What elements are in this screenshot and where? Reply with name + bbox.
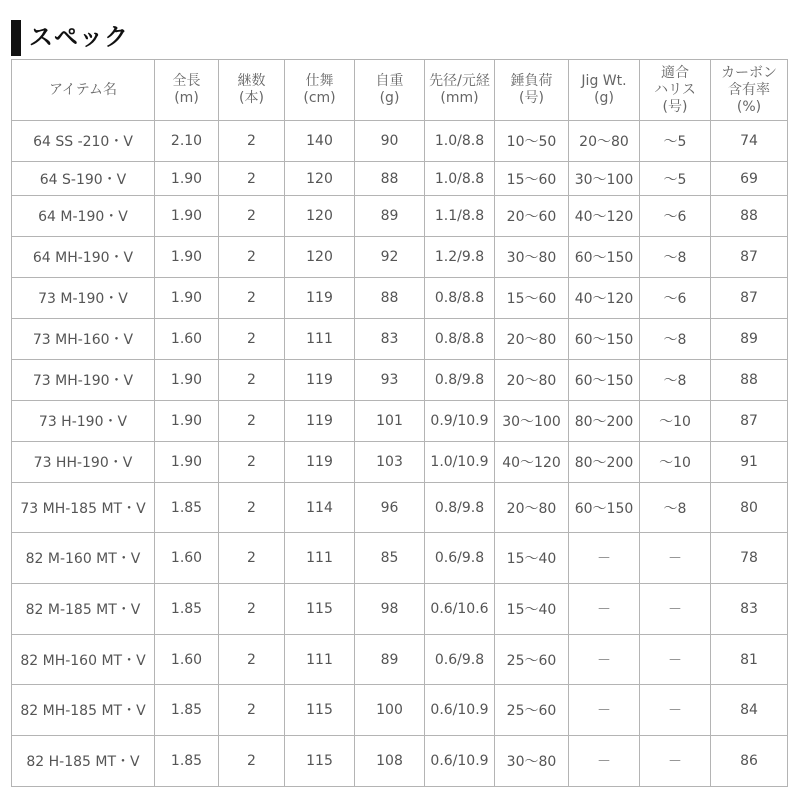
cell-weight: 101 xyxy=(355,401,425,442)
cell-sections: 2 xyxy=(219,584,285,635)
cell-sinker-load: 40～120 xyxy=(495,442,569,483)
cell-carbon-content: 69 xyxy=(711,162,788,196)
cell-sections: 2 xyxy=(219,442,285,483)
cell-item-name: 73 MH-190・V xyxy=(12,360,155,401)
cell-tip-butt-diameter: 0.8/9.8 xyxy=(425,360,495,401)
header-line: 仕舞 xyxy=(305,73,334,89)
header-line: 含有率 xyxy=(728,81,770,98)
cell-length: 1.90 xyxy=(155,360,219,401)
cell-weight: 89 xyxy=(355,635,425,685)
cell-carbon-content: 87 xyxy=(711,401,788,442)
cell-jig-weight: 40～120 xyxy=(569,196,640,237)
cell-item-name: 73 MH-160・V xyxy=(12,319,155,360)
cell-closed-length: 111 xyxy=(285,533,355,584)
cell-weight: 88 xyxy=(355,162,425,196)
cell-carbon-content: 87 xyxy=(711,237,788,278)
cell-length: 2.10 xyxy=(155,121,219,162)
table-row xyxy=(12,635,788,685)
cell-tip-butt-diameter: 1.0/10.9 xyxy=(425,442,495,483)
cell-sections: 2 xyxy=(219,196,285,237)
cell-weight: 98 xyxy=(355,584,425,635)
cell-weight: 108 xyxy=(355,736,425,787)
table-header-row xyxy=(12,60,788,121)
cell-jig-weight: 80～200 xyxy=(569,442,640,483)
cell-leader-size: ～5 xyxy=(640,162,711,196)
table-row xyxy=(12,736,788,787)
cell-carbon-content: 89 xyxy=(711,319,788,360)
header-line: (%) xyxy=(736,98,762,115)
cell-closed-length: 114 xyxy=(285,483,355,533)
cell-weight: 90 xyxy=(355,121,425,162)
cell-carbon-content: 81 xyxy=(711,635,788,685)
header-line: 先径/元経 xyxy=(429,73,490,89)
cell-length: 1.90 xyxy=(155,401,219,442)
table-row xyxy=(12,685,788,736)
cell-length: 1.90 xyxy=(155,196,219,237)
cell-jig-weight: 80～200 xyxy=(569,401,640,442)
cell-tip-butt-diameter: 0.6/10.9 xyxy=(425,685,495,736)
table-row xyxy=(12,237,788,278)
cell-sinker-load: 30～100 xyxy=(495,401,569,442)
cell-sinker-load: 25～60 xyxy=(495,635,569,685)
cell-leader-size: － xyxy=(640,685,711,736)
cell-carbon-content: 78 xyxy=(711,533,788,584)
cell-tip-butt-diameter: 0.8/9.8 xyxy=(425,483,495,533)
cell-carbon-content: 91 xyxy=(711,442,788,483)
header-line: (本) xyxy=(239,90,264,106)
cell-jig-weight: 30～100 xyxy=(569,162,640,196)
header-line: 全長 xyxy=(172,73,201,89)
cell-tip-butt-diameter: 0.8/8.8 xyxy=(425,278,495,319)
cell-sinker-load: 10～50 xyxy=(495,121,569,162)
cell-tip-butt-diameter: 0.9/10.9 xyxy=(425,401,495,442)
cell-jig-weight: － xyxy=(569,635,640,685)
cell-length: 1.90 xyxy=(155,278,219,319)
cell-closed-length: 120 xyxy=(285,237,355,278)
table-row xyxy=(12,401,788,442)
cell-weight: 88 xyxy=(355,278,425,319)
cell-length: 1.90 xyxy=(155,442,219,483)
cell-closed-length: 115 xyxy=(285,685,355,736)
cell-tip-butt-diameter: 0.6/9.8 xyxy=(425,635,495,685)
cell-sections: 2 xyxy=(219,401,285,442)
cell-length: 1.85 xyxy=(155,584,219,635)
cell-leader-size: － xyxy=(640,584,711,635)
cell-item-name: 73 M-190・V xyxy=(12,278,155,319)
cell-weight: 85 xyxy=(355,533,425,584)
table-row xyxy=(12,584,788,635)
table-row xyxy=(12,121,788,162)
cell-item-name: 82 MH-160 MT・V xyxy=(12,635,155,685)
cell-tip-butt-diameter: 1.2/9.8 xyxy=(425,237,495,278)
cell-sections: 2 xyxy=(219,483,285,533)
cell-item-name: 82 M-185 MT・V xyxy=(12,584,155,635)
cell-sinker-load: 25～60 xyxy=(495,685,569,736)
header-line: (mm) xyxy=(440,90,479,106)
cell-carbon-content: 88 xyxy=(711,196,788,237)
cell-leader-size: － xyxy=(640,533,711,584)
cell-item-name: 64 SS -210・V xyxy=(12,121,155,162)
cell-leader-size: ～6 xyxy=(640,196,711,237)
header-line: (cm) xyxy=(303,90,336,106)
section-title: スペック xyxy=(29,23,129,51)
cell-closed-length: 111 xyxy=(285,319,355,360)
cell-length: 1.85 xyxy=(155,483,219,533)
cell-jig-weight: 40～120 xyxy=(569,278,640,319)
cell-sinker-load: 30～80 xyxy=(495,237,569,278)
cell-tip-butt-diameter: 1.0/8.8 xyxy=(425,162,495,196)
cell-item-name: 64 MH-190・V xyxy=(12,237,155,278)
cell-closed-length: 120 xyxy=(285,196,355,237)
table-row xyxy=(12,360,788,401)
table-row xyxy=(12,196,788,237)
cell-weight: 93 xyxy=(355,360,425,401)
cell-weight: 92 xyxy=(355,237,425,278)
header-tip-butt-diameter xyxy=(425,60,495,121)
cell-closed-length: 111 xyxy=(285,635,355,685)
cell-sinker-load: 20～80 xyxy=(495,360,569,401)
table-row xyxy=(12,533,788,584)
cell-sinker-load: 15～40 xyxy=(495,584,569,635)
cell-closed-length: 119 xyxy=(285,442,355,483)
cell-weight: 96 xyxy=(355,483,425,533)
cell-carbon-content: 80 xyxy=(711,483,788,533)
table-row xyxy=(12,278,788,319)
cell-item-name: 73 MH-185 MT・V xyxy=(12,483,155,533)
cell-carbon-content: 83 xyxy=(711,584,788,635)
header-line: Jig Wt. xyxy=(581,73,627,89)
table-row xyxy=(12,442,788,483)
cell-length: 1.60 xyxy=(155,635,219,685)
header-item-name xyxy=(12,60,155,121)
cell-sinker-load: 15～60 xyxy=(495,162,569,196)
cell-closed-length: 140 xyxy=(285,121,355,162)
cell-jig-weight: 60～150 xyxy=(569,237,640,278)
cell-closed-length: 119 xyxy=(285,401,355,442)
header-line: 継数 xyxy=(237,73,266,89)
header-jig-weight xyxy=(569,60,640,121)
cell-item-name: 64 M-190・V xyxy=(12,196,155,237)
cell-tip-butt-diameter: 0.6/10.6 xyxy=(425,584,495,635)
cell-jig-weight: 60～150 xyxy=(569,319,640,360)
cell-leader-size: ～8 xyxy=(640,360,711,401)
header-line: (号) xyxy=(662,98,688,115)
cell-tip-butt-diameter: 0.8/8.8 xyxy=(425,319,495,360)
header-line: 適合 xyxy=(661,64,689,81)
cell-length: 1.60 xyxy=(155,319,219,360)
header-line: (号) xyxy=(519,90,544,106)
cell-sinker-load: 20～60 xyxy=(495,196,569,237)
cell-jig-weight: 60～150 xyxy=(569,483,640,533)
cell-item-name: 82 MH-185 MT・V xyxy=(12,685,155,736)
cell-closed-length: 115 xyxy=(285,584,355,635)
cell-sections: 2 xyxy=(219,533,285,584)
cell-sections: 2 xyxy=(219,237,285,278)
header-length xyxy=(155,60,219,121)
cell-tip-butt-diameter: 1.1/8.8 xyxy=(425,196,495,237)
header-line: ハリス xyxy=(654,81,696,98)
cell-weight: 103 xyxy=(355,442,425,483)
cell-jig-weight: － xyxy=(569,685,640,736)
cell-item-name: 73 HH-190・V xyxy=(12,442,155,483)
cell-length: 1.85 xyxy=(155,685,219,736)
cell-leader-size: － xyxy=(640,635,711,685)
cell-jig-weight: － xyxy=(569,584,640,635)
table-row xyxy=(12,483,788,533)
cell-sections: 2 xyxy=(219,360,285,401)
cell-leader-size: ～8 xyxy=(640,483,711,533)
cell-leader-size: ～6 xyxy=(640,278,711,319)
cell-sinker-load: 30～80 xyxy=(495,736,569,787)
header-closed-length xyxy=(285,60,355,121)
header-carbon-content xyxy=(711,60,788,121)
cell-length: 1.90 xyxy=(155,162,219,196)
header-line: 錘負荷 xyxy=(510,73,553,89)
header-line: (g) xyxy=(379,90,400,106)
cell-leader-size: ～10 xyxy=(640,442,711,483)
cell-leader-size: ～8 xyxy=(640,319,711,360)
section-title-marker xyxy=(11,20,21,56)
cell-weight: 100 xyxy=(355,685,425,736)
cell-closed-length: 119 xyxy=(285,360,355,401)
header-sections xyxy=(219,60,285,121)
cell-sections: 2 xyxy=(219,736,285,787)
spec-table xyxy=(11,59,788,787)
cell-tip-butt-diameter: 1.0/8.8 xyxy=(425,121,495,162)
cell-jig-weight: 20～80 xyxy=(569,121,640,162)
table-body xyxy=(12,121,788,787)
table-row xyxy=(12,162,788,196)
cell-length: 1.60 xyxy=(155,533,219,584)
cell-closed-length: 120 xyxy=(285,162,355,196)
header-line: (m) xyxy=(174,90,199,106)
header-weight xyxy=(355,60,425,121)
cell-sinker-load: 15～60 xyxy=(495,278,569,319)
cell-sections: 2 xyxy=(219,685,285,736)
cell-length: 1.90 xyxy=(155,237,219,278)
cell-closed-length: 115 xyxy=(285,736,355,787)
cell-item-name: 82 H-185 MT・V xyxy=(12,736,155,787)
cell-sinker-load: 20～80 xyxy=(495,319,569,360)
cell-carbon-content: 84 xyxy=(711,685,788,736)
cell-sinker-load: 20～80 xyxy=(495,483,569,533)
cell-sinker-load: 15～40 xyxy=(495,533,569,584)
cell-leader-size: ～10 xyxy=(640,401,711,442)
cell-carbon-content: 88 xyxy=(711,360,788,401)
cell-weight: 83 xyxy=(355,319,425,360)
cell-closed-length: 119 xyxy=(285,278,355,319)
cell-jig-weight: － xyxy=(569,736,640,787)
cell-tip-butt-diameter: 0.6/10.9 xyxy=(425,736,495,787)
cell-carbon-content: 87 xyxy=(711,278,788,319)
cell-sections: 2 xyxy=(219,162,285,196)
cell-jig-weight: 60～150 xyxy=(569,360,640,401)
cell-sections: 2 xyxy=(219,121,285,162)
cell-leader-size: － xyxy=(640,736,711,787)
header-sinker-load xyxy=(495,60,569,121)
table-row xyxy=(12,319,788,360)
cell-weight: 89 xyxy=(355,196,425,237)
header-line: アイテム名 xyxy=(48,81,118,98)
cell-item-name: 64 S-190・V xyxy=(12,162,155,196)
cell-carbon-content: 74 xyxy=(711,121,788,162)
cell-leader-size: ～8 xyxy=(640,237,711,278)
cell-tip-butt-diameter: 0.6/9.8 xyxy=(425,533,495,584)
cell-item-name: 73 H-190・V xyxy=(12,401,155,442)
cell-leader-size: ～5 xyxy=(640,121,711,162)
cell-sections: 2 xyxy=(219,319,285,360)
cell-item-name: 82 M-160 MT・V xyxy=(12,533,155,584)
header-line: カーボン xyxy=(721,64,777,81)
cell-sections: 2 xyxy=(219,278,285,319)
cell-sections: 2 xyxy=(219,635,285,685)
cell-length: 1.85 xyxy=(155,736,219,787)
cell-carbon-content: 86 xyxy=(711,736,788,787)
header-line: 自重 xyxy=(375,73,404,89)
header-leader-size xyxy=(640,60,711,121)
cell-jig-weight: － xyxy=(569,533,640,584)
header-line: (g) xyxy=(594,90,614,106)
